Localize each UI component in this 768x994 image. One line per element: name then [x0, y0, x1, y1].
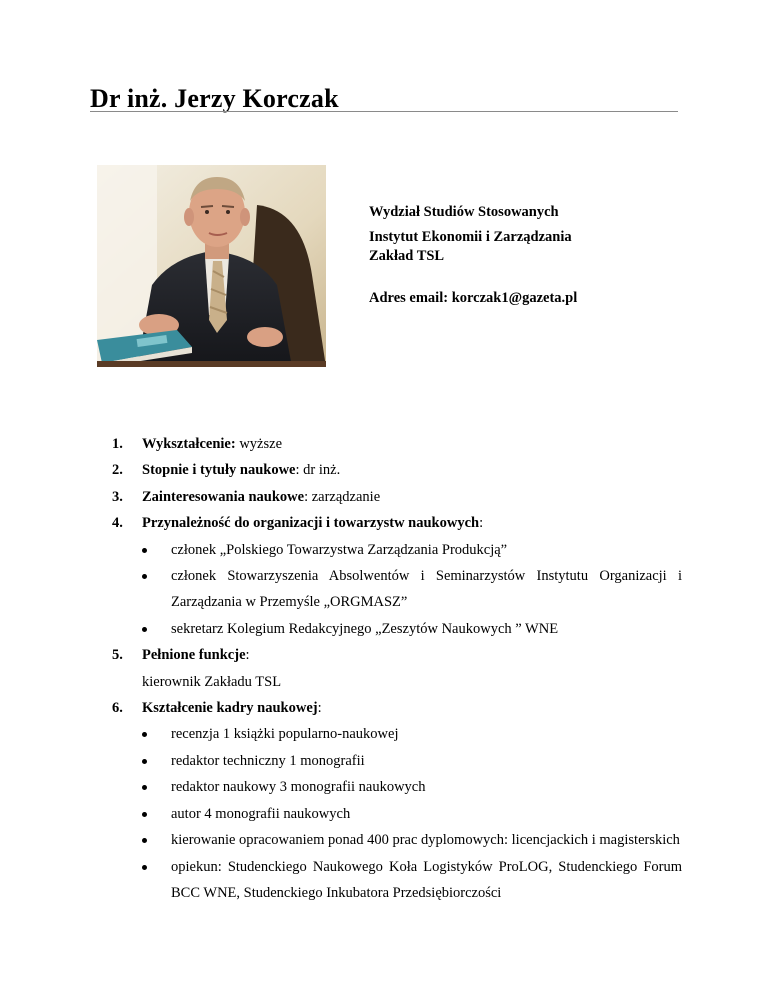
page-title: Dr inż. Jerzy Korczak [90, 84, 339, 113]
section-number: 4. [112, 515, 123, 532]
portrait-icon [97, 165, 326, 367]
section-label: Stopnie i tytuły naukowe [142, 462, 296, 479]
section-label: Wykształcenie: [142, 436, 236, 452]
email-line: Adres email: korczak1@gazeta.pl [369, 290, 578, 306]
list-item [112, 537, 682, 563]
title-divider [90, 111, 678, 112]
section-value: : [479, 515, 484, 532]
section-number: 3. [112, 488, 123, 505]
list-item [112, 801, 682, 827]
contact-block [369, 203, 689, 308]
profile-sections [112, 431, 682, 906]
bullet-icon [142, 627, 147, 632]
section-training [112, 695, 682, 721]
section-label: Zainteresowania naukowe [142, 488, 305, 505]
section-value: : dr inż. [295, 462, 341, 479]
bullet-icon [142, 812, 147, 817]
bullet-icon [142, 838, 147, 843]
list-item-text: członek Stowarzyszenia Absolwentów i Seminarzystów Instytutu Organizacji i Zarządzania w Przemyśle „ORGMASZ” [171, 568, 682, 611]
section-label: Kształcenie kadry naukowej [142, 700, 318, 717]
bullet-icon [142, 785, 147, 790]
list-item-text: opiekun: Studenckiego Naukowego Koła Logistyków ProLOG, Studenckiego Forum BCC WNE, Studenckiego Inkubatora Przedsiębiorczości [171, 858, 682, 901]
list-item [112, 854, 682, 907]
section-value: : zarządzanie [304, 488, 381, 505]
section-value: : [245, 647, 250, 664]
list-item [112, 748, 682, 774]
bullet-icon [142, 732, 147, 737]
list-item-text: autor 4 monografii naukowych [171, 805, 351, 822]
section-number: 5. [112, 647, 123, 664]
list-item-text: kierowanie opracowaniem ponad 400 prac dyplomowych: licencjackich i magisterskich [171, 832, 680, 849]
institute-name: Instytut Ekonomii i Zarządzania [369, 229, 572, 245]
list-item [112, 616, 682, 642]
department-name: Zakład TSL [369, 248, 445, 264]
portrait-photo [97, 165, 326, 367]
list-item [112, 774, 682, 800]
section-label: Przynależność do organizacji i towarzystw naukowych [142, 515, 480, 532]
list-item [112, 563, 682, 616]
bullet-icon [142, 548, 147, 553]
section-value: wyższe [235, 436, 282, 452]
section-number: 1. [112, 436, 123, 452]
list-item-text: członek „Polskiego Towarzystwa Zarządzania Produkcją” [171, 541, 508, 558]
bullet-icon [142, 865, 147, 870]
faculty-name: Wydział Studiów Stosowanych [369, 204, 559, 220]
section-education [112, 431, 682, 457]
list-item-text: recenzja 1 książki popularno-naukowej [171, 726, 399, 743]
section-value: : [317, 700, 322, 717]
section-number: 6. [112, 700, 123, 717]
list-item-text: redaktor naukowy 3 monografii naukowych [171, 779, 426, 796]
list-item-text: redaktor techniczny 1 monografii [171, 752, 365, 769]
function-text: kierownik Zakładu TSL [142, 673, 282, 690]
section-number: 2. [112, 462, 123, 479]
section-label: Pełnione funkcje [142, 647, 246, 664]
section-memberships [112, 510, 682, 536]
list-item [112, 721, 682, 747]
section-degrees [112, 457, 682, 483]
bullet-icon [142, 759, 147, 764]
section-functions [112, 642, 682, 668]
list-item-text: sekretarz Kolegium Redakcyjnego „Zeszytów Naukowych ” WNE [171, 620, 559, 637]
list-item [112, 827, 682, 853]
section-interests [112, 484, 682, 510]
bullet-icon [142, 574, 147, 579]
